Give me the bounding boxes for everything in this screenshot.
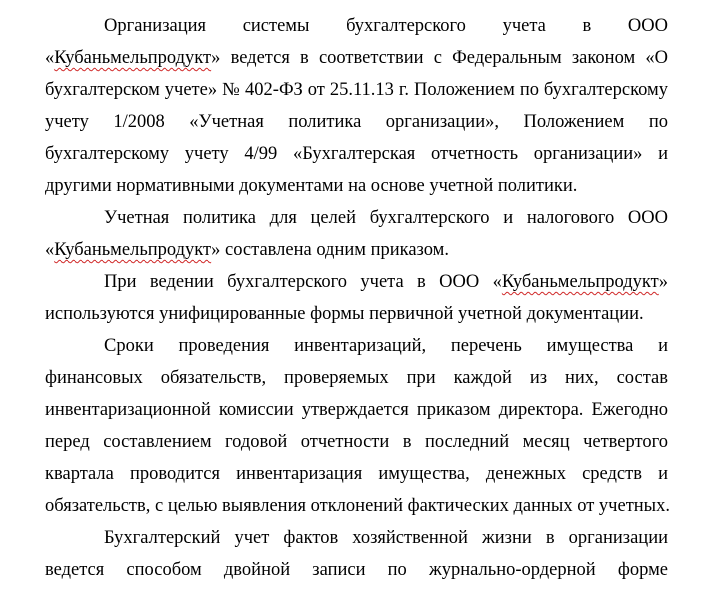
paragraph-double-entry — [45, 522, 668, 586]
text-line — [45, 138, 668, 170]
paragraph-unified-forms — [45, 266, 668, 330]
text-line — [45, 298, 668, 330]
text-run: Сроки проведения инвентаризаций, перечень имущества и — [104, 336, 668, 356]
text-run: бухгалтерскому учету 4/99 «Бухгалтерская отчетность организации» и — [45, 144, 668, 164]
text-line — [45, 42, 668, 74]
text-run: другими нормативными документами на основе учетной политики. — [45, 176, 578, 196]
text-run: перед составлением годовой отчетности в последний месяц четвертого — [45, 432, 668, 452]
text-run: инвентаризационной комиссии утверждается приказом директора. Ежегодно — [45, 400, 668, 420]
text-run: обязательств, с целью выявления отклонений фактических данных от учетных. — [45, 496, 670, 516]
text-run: квартала проводится инвентаризация имущества, денежных средств и — [45, 464, 668, 484]
text-run: Бухгалтерский учет фактов хозяйственной жизни в организации — [104, 528, 668, 548]
text-run: Учетная политика для целей бухгалтерского и налогового ООО — [104, 208, 668, 228]
spellcheck-flagged-word: Кубаньмельпродукт — [54, 48, 212, 68]
text-line — [45, 106, 668, 138]
text-line — [45, 458, 668, 490]
text-line — [45, 522, 668, 554]
text-run: » составлена одним приказом. — [211, 240, 449, 260]
paragraph-inventory — [45, 330, 668, 522]
text-line — [45, 554, 668, 586]
text-line — [45, 234, 668, 266]
text-run: Организация системы бухгалтерского учета в ООО — [104, 16, 668, 36]
text-line — [45, 394, 668, 426]
text-run: При ведении бухгалтерского учета в ООО « — [104, 272, 502, 292]
text-run: » — [658, 272, 668, 292]
text-line — [45, 362, 668, 394]
text-line — [45, 202, 668, 234]
text-run: используются унифицированные формы первичной учетной документации. — [45, 304, 644, 324]
text-run: бухгалтерском учете» № 402-ФЗ от 25.11.13 г. Положением по бухгалтерскому — [45, 80, 668, 100]
text-run: « — [45, 48, 55, 68]
spellcheck-flagged-word: Кубаньмельпродукт — [54, 240, 212, 260]
text-line — [45, 74, 668, 106]
text-run: « — [45, 240, 55, 260]
text-line — [45, 266, 668, 298]
text-run: финансовых обязательств, проверяемых при каждой из них, состав — [45, 368, 668, 388]
text-run: ведется способом двойной записи по журнально-ордерной форме — [45, 560, 668, 580]
text-line — [45, 426, 668, 458]
paragraph-accounting-organization — [45, 10, 668, 202]
text-line — [45, 10, 668, 42]
text-line — [45, 330, 668, 362]
paragraph-accounting-policy — [45, 202, 668, 266]
text-line — [45, 490, 668, 522]
text-line — [45, 170, 668, 202]
text-run: учету 1/2008 «Учетная политика организации», Положением по — [45, 112, 668, 132]
text-run: » ведется в соответствии с Федеральным законом «О — [211, 48, 668, 68]
spellcheck-flagged-word: Кубаньмельпродукт — [501, 272, 659, 292]
